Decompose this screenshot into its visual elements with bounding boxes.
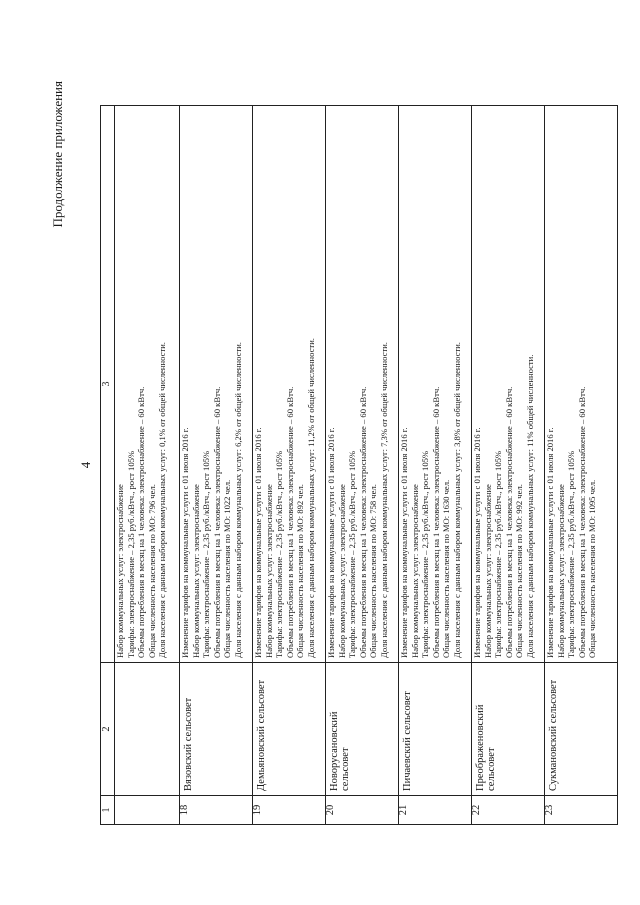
detail-line: Набор коммунальных услуг: электроснабжение xyxy=(115,484,125,658)
detail-line: Тарифы: электроснабжение – 2,35 руб./кВтч., рост 105% xyxy=(125,450,136,658)
detail-line: Объемы потребления в месяц на 1 человека: электроснабжение – 60 кВтч. xyxy=(503,386,514,658)
detail-line: Тарифы: электроснабжение – 2,35 руб./кВтч., рост 105% xyxy=(347,450,358,658)
detail-line: Общая численность населения по МО: 992 чел. xyxy=(514,484,525,658)
tariff-table xyxy=(100,105,618,825)
table-row xyxy=(326,106,399,825)
table-row xyxy=(399,106,472,825)
detail-line: Изменение тарифов на коммунальные услуги с 01 июля 2016 г. xyxy=(545,427,555,658)
table-row xyxy=(180,106,253,825)
header-col-1: 1 xyxy=(101,796,115,825)
row-number: 21 xyxy=(399,796,472,825)
row-details xyxy=(326,106,399,663)
detail-line: Общая численность населения по МО: 1022 чел. xyxy=(222,479,233,658)
detail-line: Набор коммунальных услуг: электроснабжение xyxy=(482,484,493,658)
row-details xyxy=(115,106,180,663)
detail-line: Общая численность населения по МО: 796 чел. xyxy=(146,484,157,658)
row-details xyxy=(399,106,472,663)
detail-line: Набор коммунальных услуг: электроснабжение xyxy=(190,484,201,658)
row-number: 23 xyxy=(545,796,618,825)
municipality-name: Преображеновский сельсовет xyxy=(472,663,545,796)
detail-line: Объемы потребления в месяц на 1 человека: электроснабжение – 60 кВтч. xyxy=(430,386,441,658)
header-col-2: 2 xyxy=(101,663,115,796)
document-page xyxy=(50,81,598,825)
detail-line: Общая численность населения по МО: 892 чел. xyxy=(295,484,306,658)
row-number xyxy=(115,796,180,825)
row-details xyxy=(472,106,545,663)
detail-line: Изменение тарифов на коммунальные услуги с 01 июля 2016 г. xyxy=(326,427,336,658)
detail-line: Набор коммунальных услуг: электроснабжение xyxy=(409,484,420,658)
detail-line: Объемы потребления в месяц на 1 человека: электроснабжение – 60 кВтч. xyxy=(357,386,368,658)
row-number: 18 xyxy=(180,796,253,825)
detail-line: Доля населения с данным набором коммунальных услуг: 7,3% от общей численности. xyxy=(378,342,389,658)
table-header-row xyxy=(101,106,115,825)
municipality-name: Демьяновский сельсовет xyxy=(253,663,326,796)
page-number: 4 xyxy=(78,461,93,469)
detail-line: Доля населения с данным набором коммунальных услуг: 11,2% от общей численности. xyxy=(305,338,316,658)
header-col-3: 3 xyxy=(101,106,115,663)
detail-line: Объемы потребления в месяц на 1 человека: электроснабжение – 60 кВтч. xyxy=(284,386,295,658)
detail-line: Изменение тарифов на коммунальные услуги с 01 июля 2016 г. xyxy=(253,427,263,658)
detail-line: Тарифы: электроснабжение – 2,35 руб./кВтч., рост 105% xyxy=(420,450,431,658)
table-row xyxy=(545,106,618,825)
detail-line: Доля населения с данным набором коммунальных услуг: 11% общей численности. xyxy=(524,354,535,658)
table-row xyxy=(472,106,545,825)
detail-line: Общая численность населения по МО: 1630 чел. xyxy=(441,479,452,658)
detail-line: Тарифы: электроснабжение – 2,35 руб./кВтч., рост 105% xyxy=(201,450,212,658)
row-number: 19 xyxy=(253,796,326,825)
table-row xyxy=(253,106,326,825)
detail-line: Набор коммунальных услуг: электроснабжение xyxy=(263,484,274,658)
detail-line: Общая численность населения по МО: 758 чел. xyxy=(368,484,379,658)
detail-line: Объемы потребления в месяц на 1 человека: электроснабжение – 60 кВтч. xyxy=(576,386,587,658)
row-number: 20 xyxy=(326,796,399,825)
detail-line: Доля населения с данным набором коммунальных услуг: 6,2% от общей численности. xyxy=(232,342,243,658)
detail-line: Тарифы: электроснабжение – 2,35 руб./кВтч., рост 105% xyxy=(274,450,285,658)
detail-line: Изменение тарифов на коммунальные услуги с 01 июля 2016 г. xyxy=(399,427,409,658)
row-number: 22 xyxy=(472,796,545,825)
row-details xyxy=(545,106,618,663)
continuation-label: Продолжение приложения xyxy=(50,81,65,228)
municipality-name: Новорусановский сельсовет xyxy=(326,663,399,796)
municipality-name: Вязовский сельсовет xyxy=(180,663,253,796)
detail-line: Изменение тарифов на коммунальные услуги с 01 июля 2016 г. xyxy=(180,427,190,658)
detail-line: Набор коммунальных услуг: электроснабжение xyxy=(555,484,566,658)
row-details xyxy=(253,106,326,663)
detail-line: Общая численность населения по МО: 1095 чел. xyxy=(587,479,598,658)
detail-line: Тарифы: электроснабжение – 2,35 руб./кВтч., рост 105% xyxy=(566,450,577,658)
detail-line: Доля населения с данным набором коммунальных услуг: 3,8% от общей численности. xyxy=(451,342,462,658)
detail-line: Тарифы: электроснабжение – 2,35 руб./кВтч., рост 105% xyxy=(493,450,504,658)
municipality-name: Сукмановский сельсовет xyxy=(545,663,618,796)
detail-line: Доля населения с данным набором коммунальных услуг: 0,1% от общей численности. xyxy=(157,342,168,658)
table-row xyxy=(115,106,180,825)
detail-line: Набор коммунальных услуг: электроснабжение xyxy=(336,484,347,658)
detail-line: Объемы потребления в месяц на 1 человека: электроснабжение – 60 кВтч. xyxy=(211,386,222,658)
detail-line: Объемы потребления в месяц на 1 человека: электроснабжение – 60 кВтч. xyxy=(136,386,147,658)
detail-line: Изменение тарифов на коммунальные услуги с 01 июля 2016 г. xyxy=(472,427,482,658)
municipality-name: Пичаевский сельсовет xyxy=(399,663,472,796)
municipality-name xyxy=(115,663,180,796)
row-details xyxy=(180,106,253,663)
